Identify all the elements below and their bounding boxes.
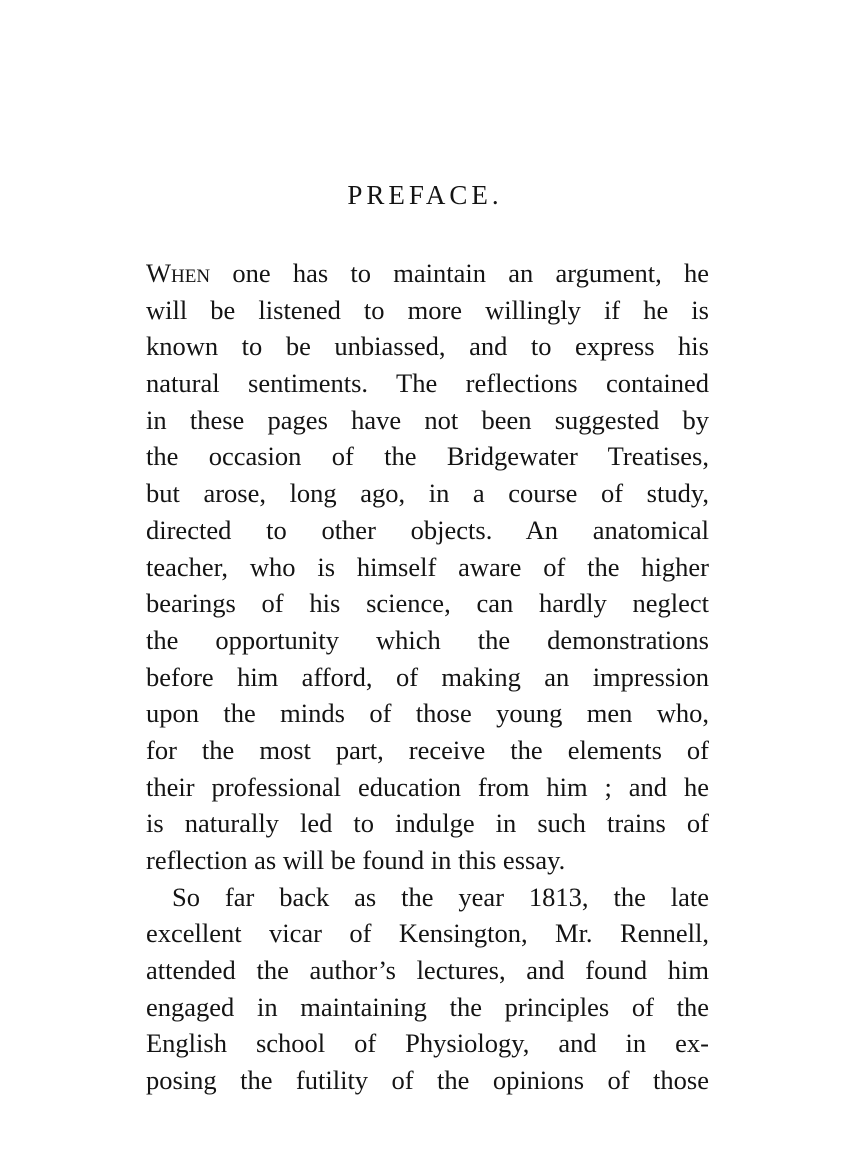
text-line: before him afford, of making an impression — [146, 661, 709, 692]
text-line: but arose, long ago, in a course of study, — [146, 478, 709, 509]
text-line: upon the minds of those young men who, — [146, 698, 709, 729]
text-line: in these pages have not been suggested by — [146, 404, 709, 435]
text-line: attended the author’s lectures, and found him — [146, 955, 709, 986]
text-line: their professional education from him ; and he — [146, 771, 709, 802]
paragraph-2 — [146, 879, 709, 1099]
text-line: excellent vicar of Kensington, Mr. Rennell, — [146, 918, 709, 949]
line-text: one has to maintain an argument, he — [210, 258, 709, 288]
text-line: reflection as will be found in this essay. — [146, 845, 566, 875]
text-line: teacher, who is himself aware of the higher — [146, 551, 709, 582]
text-line: engaged in maintaining the principles of the — [146, 991, 709, 1022]
text-line: English school of Physiology, and in ex- — [146, 1028, 709, 1059]
text-line: will be listened to more willingly if he is — [146, 294, 709, 325]
text-line: posing the futility of the opinions of those — [146, 1065, 709, 1096]
page-heading: PREFACE. — [347, 180, 503, 210]
text-line: for the most part, receive the elements of — [146, 734, 709, 765]
preface-text — [146, 255, 709, 1099]
opening-word: When — [146, 258, 211, 288]
text-line: directed to other objects. An anatomical — [146, 514, 709, 545]
text-line: So far back as the year 1813, the late — [172, 881, 709, 912]
paragraph-1 — [146, 255, 709, 879]
text-line — [146, 255, 709, 292]
text-line: the occasion of the Bridgewater Treatises, — [146, 441, 709, 472]
text-line: known to be unbiassed, and to express his — [146, 331, 709, 362]
text-line: bearings of his science, can hardly neglect — [146, 588, 709, 619]
text-line: is naturally led to indulge in such trains of — [146, 808, 709, 839]
text-line: the opportunity which the demonstrations — [146, 624, 709, 655]
text-line: natural sentiments. The reflections contained — [146, 368, 709, 399]
